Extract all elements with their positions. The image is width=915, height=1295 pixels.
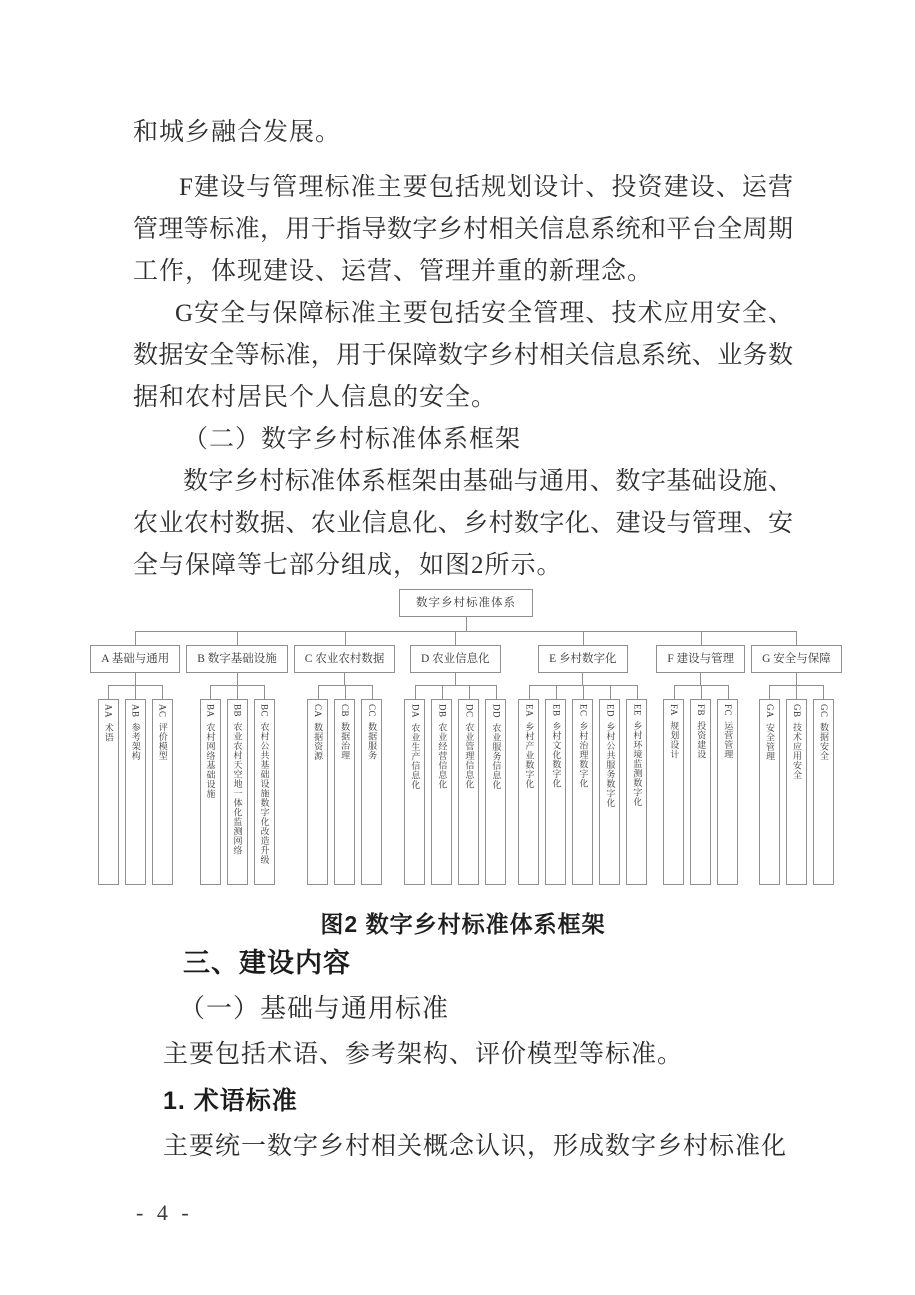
paragraph-line: 农业农村数据、农业信息化、乡村数字化、建设与管理、安 [133,510,793,537]
diagram-root-branch [84,589,848,885]
connector-line [455,673,456,685]
leaf-label: 农业管理信息化 [464,722,475,790]
leaf-label: 评价模型 [157,722,168,761]
diagram-category-e: E 乡村数字化 [538,645,627,673]
connector-line [582,673,583,685]
diagram-group-f-children [660,685,741,885]
diagram-leaf-ac [152,699,173,885]
diagram-leaf [542,685,569,885]
diagram-leaf-ed [599,699,620,885]
diagram-leaf [569,685,596,885]
diagram-leaf-aa [98,699,119,885]
diagram-group-g-children [756,685,837,885]
leaf-code: EE [632,704,643,716]
diagram-group-g [748,631,845,885]
diagram-leaf-cb [334,699,355,885]
figure-2-diagram [101,589,831,901]
leaf-code: AB [130,704,141,718]
diagram-group-b [183,631,291,885]
leaf-code: FC [723,704,734,717]
diagram-level-1 [87,631,845,885]
paragraph-line: 据和农村居民个人信息的安全。 [133,384,498,411]
leaf-label: 投资建设 [696,721,707,760]
diagram-group-d [398,631,512,885]
leaf-code: EA [524,704,535,717]
diagram-leaf-fb [690,699,711,885]
paragraph-line: 数字乡村标准体系框架由基础与通用、数字基础设施、 [183,468,793,495]
diagram-leaf [687,685,714,885]
section-heading-2: （二）数字乡村标准体系框架 [183,426,522,453]
leaf-code: FA [669,704,680,716]
diagram-group-f [653,631,748,885]
leaf-label: 参考架构 [130,722,141,761]
leaf-label: 规划设计 [669,720,680,759]
diagram-leaf [714,685,741,885]
leaf-code: GB [791,704,802,718]
diagram-leaf [515,685,542,885]
page-number: - 4 - [136,1200,193,1225]
leaf-label: 农业经营信息化 [437,722,448,790]
diagram-leaf-bc [254,699,275,885]
subsection-heading-1: （一）基础与通用标准 [179,994,450,1023]
leaf-code: EC [578,704,589,717]
diagram-group-c [291,631,399,885]
leaf-code: ED [605,704,616,717]
diagram-leaf [224,685,251,885]
paragraph-line: 和城乡融合发展。 [133,119,342,146]
paragraph-line: 主要统一数字乡村相关概念认识，形成数字乡村标准化 [163,1133,788,1160]
leaf-label: 安全管理 [764,723,775,761]
paragraph-line: G安全与保障标准主要包括安全管理、技术应用安全、 [175,300,793,327]
paragraph-line: 主要包括术语、参考架构、评价模型等标准。 [163,1041,684,1068]
diagram-leaf-eb [545,699,566,885]
section-heading-3: 三、建设内容 [183,948,351,978]
diagram-leaf [401,685,428,885]
diagram-leaf-gb [786,699,807,885]
diagram-leaf [304,685,331,885]
diagram-leaf-da [404,699,425,885]
leaf-code: DA [410,704,421,718]
leaf-label: 数据资源 [313,722,324,761]
leaf-label: 术语 [103,723,114,742]
diagram-leaf-dc [458,699,479,885]
leaf-label: 乡村环境监测数字化 [632,721,643,807]
diagram-leaf [331,685,358,885]
diagram-leaf-db [431,699,452,885]
leaf-label: 乡村治理数字化 [578,721,589,789]
leaf-code: DB [437,704,448,718]
leaf-label: 数据治理 [340,722,351,761]
leaf-code: DD [491,704,502,718]
paragraph-g [133,293,793,419]
diagram-leaf [660,685,687,885]
diagram-category-a: A 基础与通用 [90,645,180,673]
diagram-leaf-ca [307,699,328,885]
leaf-label: 乡村产业数字化 [524,722,535,789]
connector-line [135,673,136,685]
paragraph-line: 工作，体现建设、运营、管理并重的新理念。 [133,258,654,285]
leaf-label: 农业农村天空地一体化监测网络 [232,722,243,856]
diagram-category-c: C 农业农村数据 [294,645,396,673]
diagram-category-b: B 数字基础设施 [186,645,288,673]
leaf-code: CA [313,704,324,718]
leaf-code: CC [367,704,378,718]
diagram-leaf-fa [663,699,684,885]
diagram-leaf [428,685,455,885]
leaf-label: 数据服务 [367,722,378,761]
connector-line [796,673,797,685]
leaf-label: 技术应用安全 [791,722,802,780]
diagram-group-a [87,631,183,885]
leaf-label: 运营管理 [723,721,734,760]
diagram-category-g: G 安全与保障 [751,645,842,673]
leaf-code: AA [103,704,114,718]
leaf-label: 农村网络基础设施 [205,722,216,799]
connector-line [237,673,238,685]
leaf-label: 农业服务信息化 [491,723,502,790]
item-heading-terms: 1. 术语标准 [163,1087,298,1115]
leaf-code: BA [205,704,216,718]
connector-line [700,673,701,685]
diagram-group-a-children [95,685,176,885]
leaf-code: BB [232,704,243,718]
leaf-code: GC [818,704,829,718]
leaf-label: 数据安全 [818,722,829,761]
diagram-category-d: D 农业信息化 [410,645,501,673]
diagram-group-e-children [515,685,650,885]
diagram-leaf [455,685,482,885]
diagram-leaf-fc [717,699,738,885]
diagram-tree [101,589,831,885]
paragraph-line: 数据安全等标准，用于保障数字乡村相关信息系统、业务数 [133,342,793,369]
diagram-leaf-ec [572,699,593,885]
diagram-root-node: 数字乡村标准体系 [399,589,533,617]
diagram-leaf-ga [759,699,780,885]
diagram-leaf [95,685,122,885]
leaf-label: 农村公共基础设施数字化改造升级 [259,722,270,865]
diagram-group-c-children [304,685,385,885]
connector-line [466,617,467,631]
diagram-leaf [122,685,149,885]
bottom-text [133,940,793,1170]
diagram-leaf [623,685,650,885]
leaf-label: 乡村文化数字化 [551,721,562,789]
leaf-label: 农业生产信息化 [410,723,421,790]
connector-line [344,673,345,685]
paragraph-line: 管理等标准，用于指导数字乡村相关信息系统和平台全周期 [133,216,793,243]
diagram-group-d-children [401,685,509,885]
diagram-category-f: F 建设与管理 [656,645,745,673]
diagram-leaf-gc [813,699,834,885]
paragraph-line: 全与保障等七部分组成，如图2所示。 [133,552,563,579]
diagram-leaf-cc [361,699,382,885]
diagram-leaf-ba [200,699,221,885]
leaf-code: CB [340,704,351,718]
diagram-leaf [482,685,509,885]
diagram-leaf [358,685,385,885]
leaf-code: BC [259,704,270,718]
diagram-leaf [756,685,783,885]
diagram-group-e [512,631,653,885]
body-text [133,112,793,587]
diagram-leaf-ee [626,699,647,885]
paragraph-f [133,167,793,293]
diagram-group-b-children [197,685,278,885]
diagram-leaf [197,685,224,885]
diagram-leaf-ea [518,699,539,885]
leaf-code: EB [551,704,562,717]
paragraph-line: F建设与管理标准主要包括规划设计、投资建设、运营 [179,174,793,201]
diagram-leaf [251,685,278,885]
leaf-code: FB [696,704,707,717]
diagram-leaf [783,685,810,885]
leaf-label: 乡村公共服务数字化 [605,722,616,808]
diagram-leaf [810,685,837,885]
leaf-code: GA [764,704,775,718]
diagram-leaf-dd [485,699,506,885]
diagram-leaf [149,685,176,885]
figure-caption: 图2 数字乡村标准体系框架 [320,911,606,937]
paragraph-framework [133,461,793,587]
leaf-code: DC [464,704,475,718]
diagram-leaf-bb [227,699,248,885]
leaf-code: AC [157,704,168,718]
diagram-leaf [596,685,623,885]
diagram-leaf-ab [125,699,146,885]
